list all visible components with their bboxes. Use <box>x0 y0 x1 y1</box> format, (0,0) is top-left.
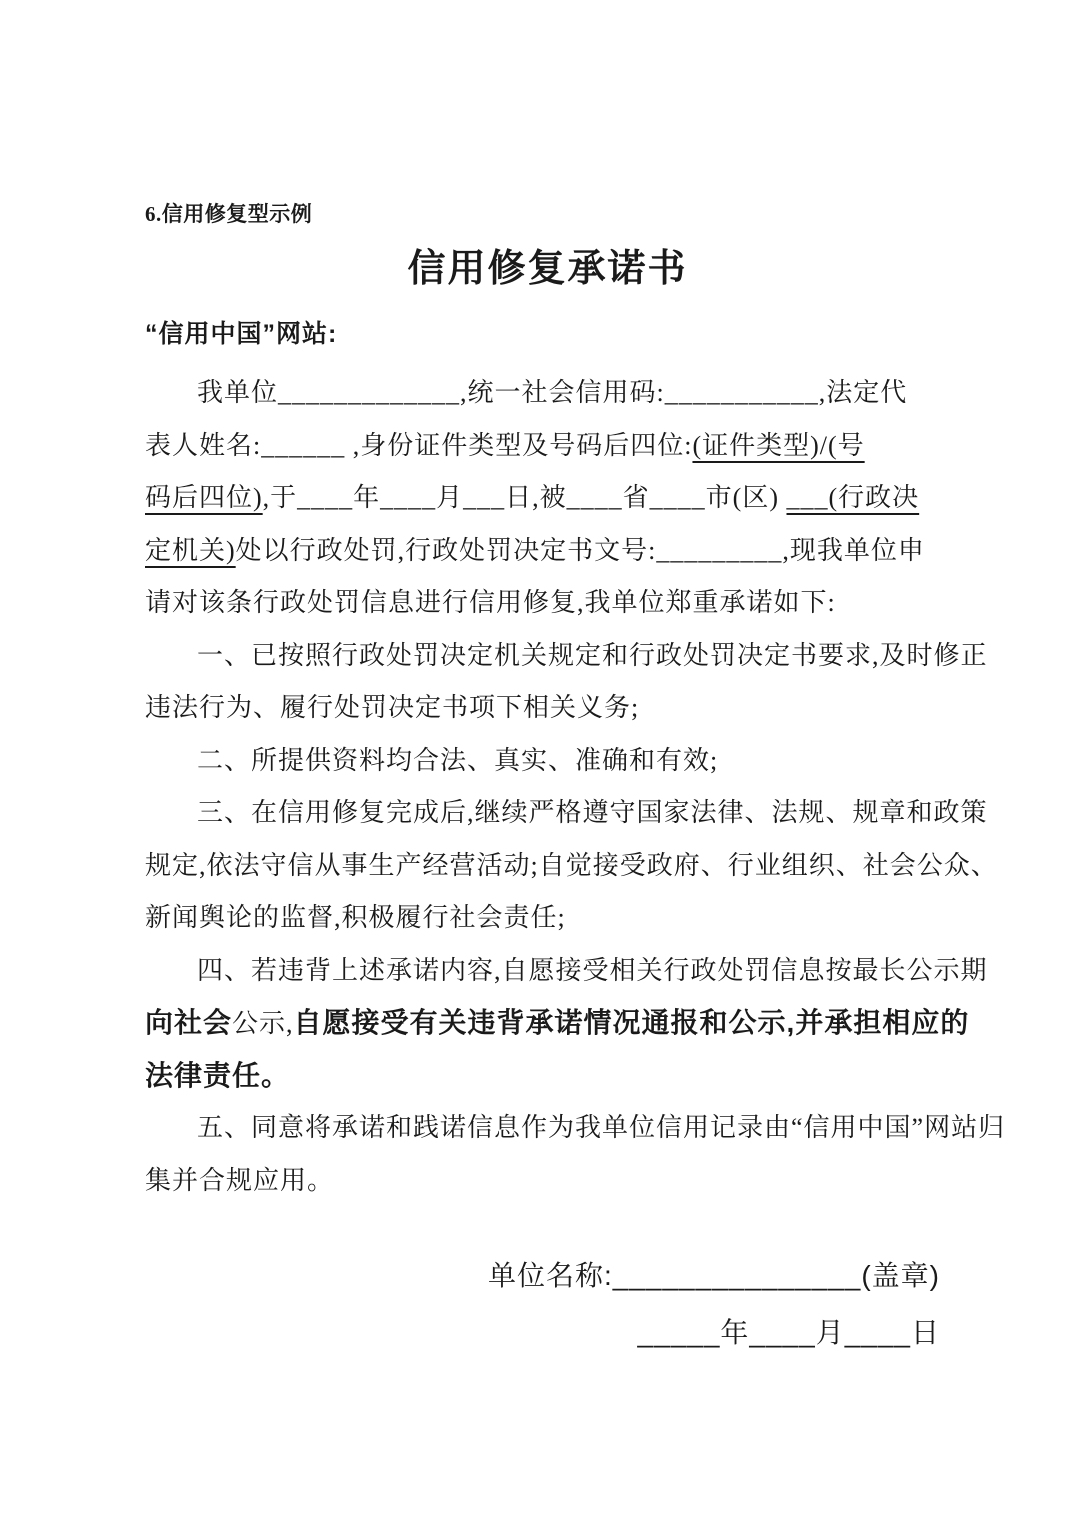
paragraph <box>145 367 950 630</box>
text-segment: 四、若违背上述承诺内容,自愿接受相关行政处罚信息按最长公示期 <box>197 955 988 985</box>
paragraph-line <box>145 1155 950 1208</box>
text-segment: 公示, <box>232 1009 294 1038</box>
paragraph-line <box>145 472 950 525</box>
paragraph-line <box>145 420 950 473</box>
text-segment: 一、已按照行政处罚决定机关规定和行政处罚决定书要求,及时修正 <box>197 640 988 670</box>
text-segment: ___(行政决 <box>786 483 920 512</box>
paragraph <box>145 1102 1006 1207</box>
section-label: 6.信用修复型示例 <box>145 202 313 226</box>
paragraph-line <box>145 630 988 683</box>
paragraph-line <box>145 1050 950 1103</box>
paragraph-line <box>145 787 988 840</box>
text-segment: 请对该条行政处罚信息进行信用修复,我单位郑重承诺如下: <box>145 588 836 617</box>
paragraph-line <box>145 682 950 735</box>
text-segment: 自愿接受有关违背承诺情况通报和公示,并承担相应的 <box>293 1007 970 1038</box>
salutation: “信用中国”网站: <box>145 320 338 348</box>
paragraph-line <box>145 945 988 998</box>
paragraph <box>145 945 988 1103</box>
text-segment: 规定,依法守信从事生产经营活动;自觉接受政府、行业组织、社会公众、 <box>145 850 998 880</box>
paragraph-line <box>145 367 950 420</box>
text-segment: 法律责任。 <box>145 1059 291 1091</box>
paragraph <box>145 630 988 735</box>
document-title: 信用修复承诺书 <box>407 248 688 290</box>
text-segment: 集并合规应用。 <box>145 1165 335 1195</box>
paragraph-line <box>145 1102 1006 1155</box>
text-segment: 表人姓名:______ ,身份证件类型及号码后四位: <box>145 430 693 460</box>
text-segment: 定机关) <box>145 535 236 565</box>
text-segment: 违法行为、履行处罚决定书项下相关义务; <box>145 693 640 722</box>
paragraph-line <box>145 735 950 788</box>
text-segment: ,于____年____月___日,被____省____市(区) <box>262 483 787 512</box>
text-segment: 向社会 <box>145 1007 233 1038</box>
date-line: _____年____月____日 <box>637 1317 940 1348</box>
unit-name-line: 单位名称:_______________(盖章) <box>487 1260 940 1291</box>
text-segment: 处以行政处罚,行政处罚决定书文号:_________,现我单位申 <box>235 535 925 565</box>
paragraph <box>145 735 950 788</box>
document-body <box>145 367 1006 1207</box>
paragraph-line <box>145 525 950 578</box>
text-segment: 五、同意将承诺和践诺信息作为我单位信用记录由“信用中国”网站归 <box>197 1113 1006 1142</box>
text-segment: 新闻舆论的监督,积极履行社会责任; <box>145 903 566 932</box>
paragraph-line <box>145 577 950 630</box>
text-segment: 码后四位) <box>145 483 263 512</box>
paragraph-line <box>145 997 970 1050</box>
text-segment: 三、在信用修复完成后,继续严格遵守国家法律、法规、规章和政策 <box>197 798 988 827</box>
text-segment: (证件类型)/(号 <box>692 430 865 460</box>
paragraph <box>145 787 998 945</box>
paragraph-line <box>145 892 950 945</box>
paragraph-line <box>145 840 998 893</box>
signature-block <box>145 1247 950 1361</box>
text-segment: 二、所提供资料均合法、真实、准确和有效; <box>197 745 719 775</box>
text-segment: 我单位_____________,统一社会信用码:___________,法定代 <box>197 378 908 407</box>
